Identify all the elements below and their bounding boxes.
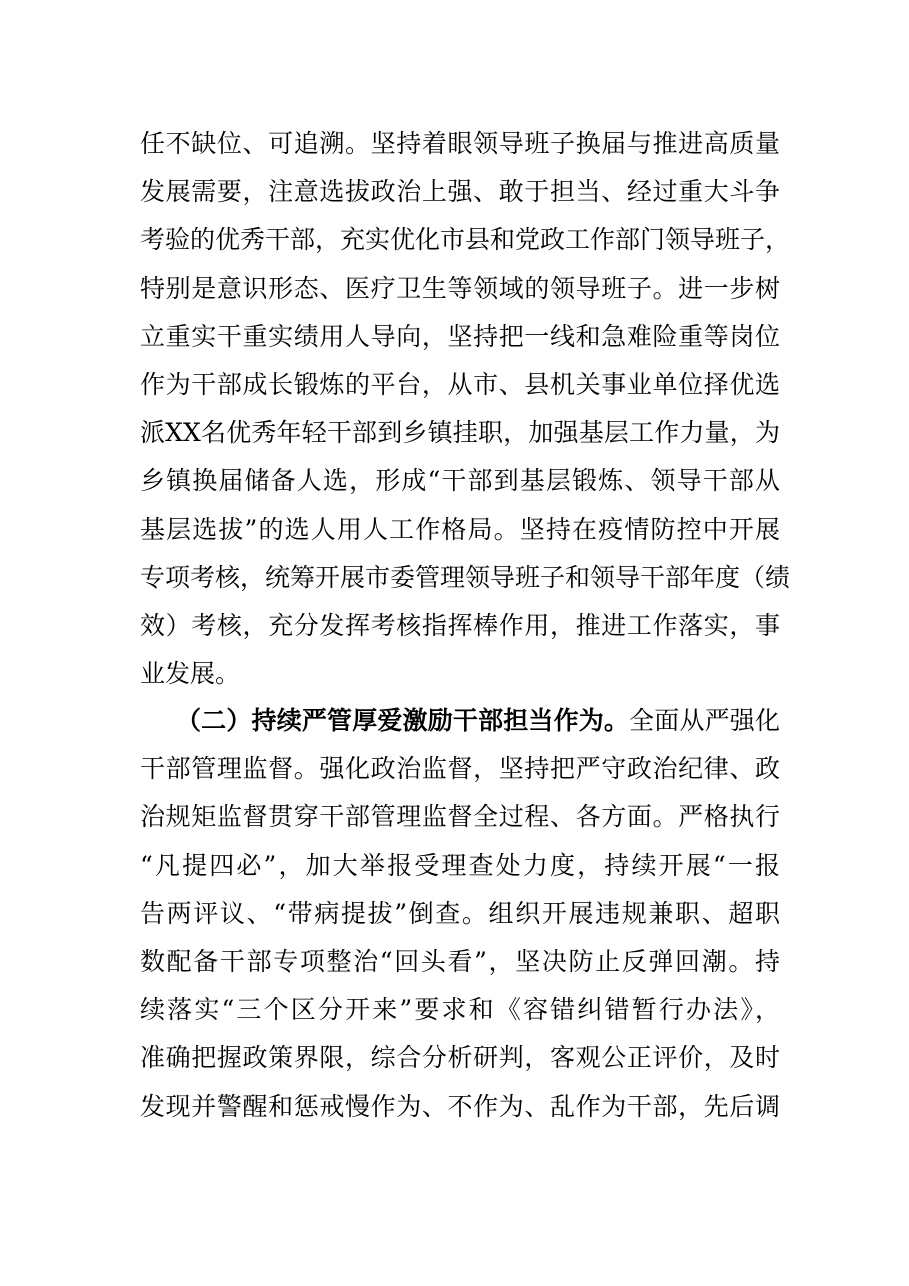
text-line: 立重实干重实绩用人导向，坚持把一线和急难险重等岗位 (140, 321, 780, 351)
heading-line (140, 697, 780, 745)
text-line: 告两评议、“带病提拔”倒查。组织开展违规兼职、超职 (140, 898, 780, 928)
heading-line-rest: 全面从严强化 (629, 706, 780, 735)
text-line: 专项考核，统筹开展市委管理领导班子和领导干部年度（绩 (140, 562, 791, 592)
text-line: 治规矩监督贯穿干部管理监督全过程、各方面。严格执行 (140, 802, 780, 832)
text-line: 数配备干部专项整治“回头看”，坚决防止反弹回潮。持 (140, 946, 780, 976)
text-line: 业发展。 (140, 659, 241, 689)
text-line: 作为干部成长锻炼的平台，从市、县机关事业单位择优选 (140, 369, 780, 399)
text-line: 发展需要，注意选拔政治上强、敢于担当、经过重大斗争 (140, 177, 780, 207)
text-line: 派XX名优秀年轻干部到乡镇挂职，加强基层工作力量，为 (140, 418, 780, 448)
text-line: 任不缺位、可追溯。坚持着眼领导班子换届与推进高质量 (140, 129, 780, 158)
text-line: 续落实“三个区分开来”要求和《容错纠错暂行办法》， (140, 995, 780, 1025)
text-line: 准确把握政策界限，综合分析研判，客观公正评价，及时 (140, 1043, 780, 1073)
text-line: 基层选拔”的选人用人工作格局。坚持在疫情防控中开展 (140, 514, 780, 544)
text-line: 干部管理监督。强化政治监督，坚持把严守政治纪律、政 (140, 754, 780, 784)
section-heading: （二）持续严管厚爱激励干部担当作为。 (176, 706, 630, 735)
paragraph-1 (140, 120, 791, 698)
text-line: “凡提四必”，加大举报受理查处力度，持续开展“一报 (140, 850, 780, 880)
paragraph-2 (140, 697, 780, 1131)
text-line: 乡镇换届储备人选，形成“干部到基层锻炼、领导干部从 (140, 466, 780, 496)
text-line: 考验的优秀干部，充实优化市县和党政工作部门领导班子， (140, 225, 791, 255)
text-line: 特别是意识形态、医疗卫生等领域的领导班子。进一步树 (140, 273, 780, 303)
text-line: 发现并警醒和惩戒慢作为、不作为、乱作为干部，先后调 (140, 1091, 780, 1121)
text-line: 效）考核，充分发挥考核指挥棒作用，推进工作落实，事 (140, 610, 780, 640)
